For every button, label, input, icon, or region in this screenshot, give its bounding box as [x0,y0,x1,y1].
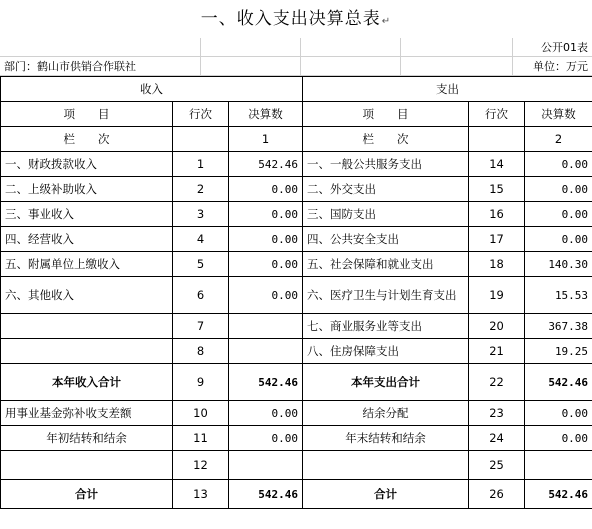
expense-row-no: 14 [469,152,525,177]
income-total-amount: 542.46 [229,480,303,509]
expense-amount: 0.00 [525,177,592,202]
expense-row-no: 25 [469,451,525,480]
section-header-row [1,77,592,102]
table-row [1,314,592,339]
expense-row-no: 18 [469,252,525,277]
unit-label: 单位：万元 [512,57,592,76]
grand-total-row [1,480,592,509]
expense-item-header: 项 目 [303,102,469,127]
income-subtotal-amount: 542.46 [229,364,303,401]
income-amount [229,339,303,364]
expense-amount: 0.00 [525,152,592,177]
expense-column-index: 2 [525,127,592,152]
table-row [1,277,592,314]
paragraph-mark-icon: ↵ [381,16,392,27]
expense-row-no: 15 [469,177,525,202]
form-number: 公开01表 [512,38,592,57]
expense-total-amount: 542.46 [525,480,592,509]
income-amount: 0.00 [229,426,303,451]
income-item: 用事业基金弥补收支差额 [1,401,173,426]
total-row [1,364,592,401]
income-item: 五、附属单位上缴收入 [1,252,173,277]
column-index-row [1,127,592,152]
expense-row-no: 19 [469,277,525,314]
expense-subtotal-amount: 542.46 [525,364,592,401]
income-amount: 0.00 [229,277,303,314]
expense-item: 一、一般公共服务支出 [303,152,469,177]
expense-row-no: 22 [469,364,525,401]
expense-amount: 15.53 [525,277,592,314]
income-section-header: 收入 [1,77,303,102]
meta-row-form [0,38,592,57]
income-row-no: 11 [173,426,229,451]
income-item [1,314,173,339]
expense-row-no: 21 [469,339,525,364]
income-row-no: 6 [173,277,229,314]
expense-section-header: 支出 [303,77,592,102]
income-row-no: 2 [173,177,229,202]
expense-item: 六、医疗卫生与计划生育支出 [303,277,469,314]
expense-amount: 367.38 [525,314,592,339]
income-row-no: 1 [173,152,229,177]
expense-item: 四、公共安全支出 [303,227,469,252]
expense-row-no: 23 [469,401,525,426]
income-row-no: 3 [173,202,229,227]
expense-amount: 140.30 [525,252,592,277]
table-row [1,252,592,277]
income-amount: 0.00 [229,177,303,202]
income-amount: 0.00 [229,252,303,277]
column-header-row [1,102,592,127]
income-amount: 0.00 [229,202,303,227]
income-column-label: 栏 次 [1,127,173,152]
expense-row-no: 16 [469,202,525,227]
income-row-no: 5 [173,252,229,277]
expense-amount-header: 决算数 [525,102,592,127]
expense-item: 年末结转和结余 [303,426,469,451]
report-title-row [0,0,592,38]
expense-row-no: 17 [469,227,525,252]
meta-table [0,38,592,76]
income-item: 二、上级补助收入 [1,177,173,202]
income-row-no: 13 [173,480,229,509]
income-row-no: 10 [173,401,229,426]
income-amount: 0.00 [229,401,303,426]
table-row [1,426,592,451]
expense-row-no: 24 [469,426,525,451]
income-row-no: 12 [173,451,229,480]
income-amount [229,451,303,480]
meta-row-unit [0,57,592,76]
expense-item: 二、外交支出 [303,177,469,202]
income-amount: 542.46 [229,152,303,177]
expense-total-label: 合计 [303,480,469,509]
expense-item: 结余分配 [303,401,469,426]
income-subtotal-label: 本年收入合计 [1,364,173,401]
income-item [1,451,173,480]
expense-amount: 0.00 [525,227,592,252]
expense-amount [525,451,592,480]
income-row-no: 7 [173,314,229,339]
expense-amount: 19.25 [525,339,592,364]
table-row [1,339,592,364]
expense-rowno-header: 行次 [469,102,525,127]
income-rowno-header: 行次 [173,102,229,127]
income-item-header: 项 目 [1,102,173,127]
table-row [1,451,592,480]
report-title: 一、收入支出决算总表 [200,9,381,29]
expense-row-no: 20 [469,314,525,339]
expense-amount: 0.00 [525,426,592,451]
income-amount [229,314,303,339]
expense-subtotal-label: 本年支出合计 [303,364,469,401]
department-label: 部门：鹤山市供销合作联社 [0,57,200,76]
income-item: 四、经营收入 [1,227,173,252]
expense-amount: 0.00 [525,202,592,227]
income-amount: 0.00 [229,227,303,252]
income-row-no: 4 [173,227,229,252]
expense-amount: 0.00 [525,401,592,426]
income-total-label: 合计 [1,480,173,509]
income-amount-header: 决算数 [229,102,303,127]
income-item: 六、其他收入 [1,277,173,314]
income-item: 三、事业收入 [1,202,173,227]
expense-item: 七、商业服务业等支出 [303,314,469,339]
summary-table [0,76,592,509]
income-item: 年初结转和结余 [1,426,173,451]
income-item: 一、财政拨款收入 [1,152,173,177]
expense-item [303,451,469,480]
expense-column-label: 栏 次 [303,127,469,152]
expense-item: 五、社会保障和就业支出 [303,252,469,277]
table-row [1,401,592,426]
income-row-no: 8 [173,339,229,364]
income-column-index: 1 [229,127,303,152]
income-row-no: 9 [173,364,229,401]
table-row [1,227,592,252]
expense-row-no: 26 [469,480,525,509]
expense-item: 三、国防支出 [303,202,469,227]
table-row [1,202,592,227]
table-row [1,177,592,202]
expense-item: 八、住房保障支出 [303,339,469,364]
income-item [1,339,173,364]
table-row [1,152,592,177]
